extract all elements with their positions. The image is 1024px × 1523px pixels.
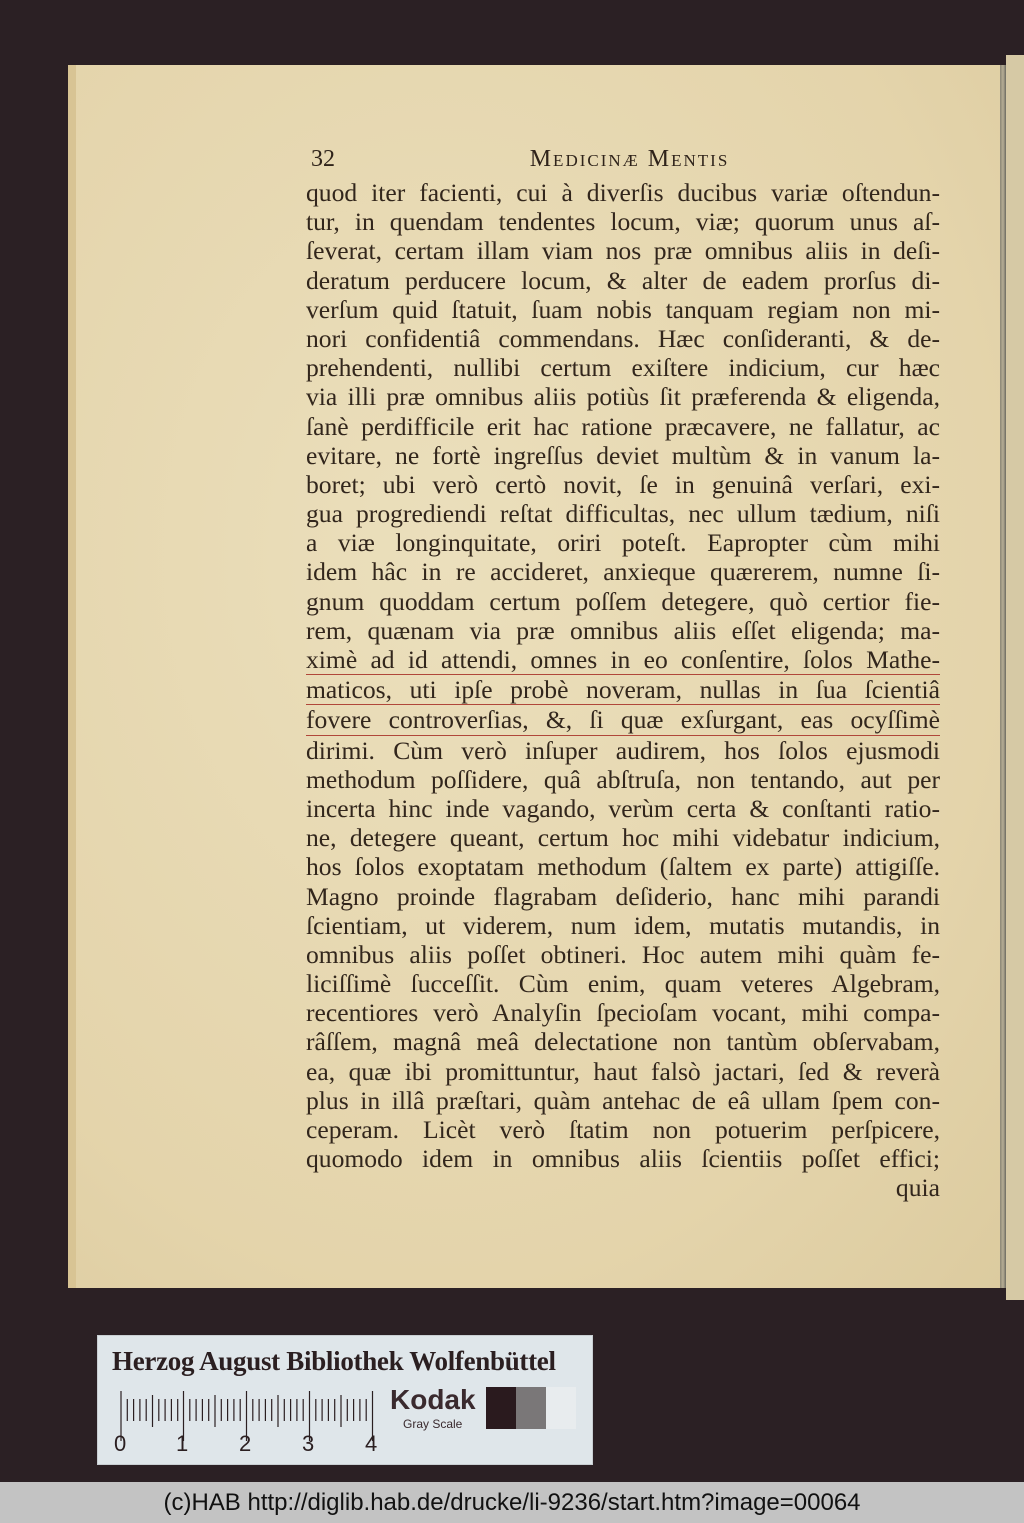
text-line-underlined: maticos, uti ipſe probè noveram, nullas in ſua ſcientiâ [306,675,940,705]
text-line: hos ſolos exoptatam methodum (ſaltem ex parte) attigiſſe. [306,852,940,882]
text-line: liciſſimè ſucceſſit. Cùm enim, quam veteres Algebram, [306,969,940,999]
text-line: gnum quoddam certum poſſem detegere, quò certior fie- [306,586,940,616]
adjacent-page-edge [1006,55,1024,1300]
catchword: quia [895,1173,940,1203]
kodak-logo: Kodak [390,1384,476,1415]
running-title: Medicinæ Mentis [529,146,730,172]
text-line: rem, quænam via præ omnibus aliis eſſet eligenda; ma- [306,615,940,645]
text-line: ſeverat, certam illam viam nos præ omnibus aliis in deſi- [306,236,940,266]
gray-scale-label: Gray Scale [403,1417,463,1431]
text-line: verſum quid ſtatuit, ſuam nobis tanquam regiam non mi- [306,294,940,324]
page-body-text [306,178,940,1203]
text-line: nori confidentiâ commendans. Hæc conſideranti, & de- [306,323,940,353]
text-line: tur, in quendam tendentes locum, viæ; quorum unus aſ- [306,207,940,237]
library-name: Herzog August Bibliothek Wolfenbüttel [112,1346,556,1376]
text-line: gua progrediendi reſtat difficultas, nec ullum tædium, niſi [306,499,940,529]
text-line-underlined: ximè ad id attendi, omnes in eo conſentire, ſolos Mathe- [306,645,940,674]
page-header [309,146,950,176]
text-line: prehendenti, nullibi certum exiſtere indicium, cur hæc [306,353,940,383]
swatch-white [546,1387,576,1429]
text-line: ceperam. Licèt verò ſtatim non potuerim perſpicere, [306,1115,940,1144]
text-line: boret; ubi verò certò novit, ſe in genuinâ verſari, exi- [306,469,940,499]
text-line: quomodo idem in omnibus aliis ſcientiis poſſet effici; [306,1144,940,1174]
text-line: evitare, ne fortè ingreſſus deviet multùm & in vanum la- [306,440,940,470]
text-line: ſcientiam, ut viderem, num idem, mutatis mutandis, in [306,910,940,940]
text-line: Magno proinde flagrabam deſiderio, hanc mihi parandi [306,881,940,911]
copyright-footer: (c)HAB http://diglib.hab.de/drucke/li-9236/start.htm?image=00064 [0,1482,1024,1523]
text-line: omnibus aliis poſſet obtineri. Hoc autem mihi quàm fe- [306,939,940,969]
text-line: methodum poſſidere, quâ abſtruſa, non tentando, aut per [306,764,940,794]
text-line: ne, detegere queant, certum hoc mihi videbatur indicium, [306,823,940,853]
library-color-card [97,1335,593,1465]
book-gutter [1000,65,1006,1288]
ruler-number: 0 [114,1431,127,1456]
text-line: ea, quæ ibi promittuntur, haut falsò jactari, ſed & reverà [306,1056,940,1086]
page-number: 32 [311,146,335,172]
text-line: râſſem, magnâ meâ delectatione non tantùm obſervabam, [306,1027,940,1057]
text-line: a viæ longinquitate, oriri poteſt. Eapropter cùm mihi [306,528,940,558]
text-line: dirimi. Cùm verò inſuper audirem, hos ſolos ejusmodi [306,735,940,765]
text-line: plus in illâ præſtari, quàm antehac de eâ ullam ſpem con- [306,1085,940,1115]
swatch-black [486,1387,516,1429]
text-line: incerta hinc inde vagando, verùm certa & conſtanti ratio- [306,793,940,823]
text-line: via illi præ omnibus aliis potiùs ſit præferenda & eligenda, [306,382,940,412]
ruler-number: 4 [365,1431,378,1456]
ruler-number: 2 [239,1431,252,1456]
text-line: recentiores verò Analyſin ſpecioſam vocant, mihi compa- [306,998,940,1028]
text-line: idem hâc in re accideret, anxieque quærerem, numne ſi- [306,557,940,587]
text-line: ſanè perdifficile erit hac ratione præcavere, ne fallatur, ac [306,411,940,441]
gray-scale-swatches [486,1387,576,1429]
text-line: deratum perducere locum, & alter de eadem prorſus di- [306,265,940,295]
text-line-underlined: fovere controverſias, &, ſi quæ exſurgant, eas ocyſſimè [306,705,940,735]
text-line: quod iter facienti, cui à diverſis ducibus variæ oſtendun- [306,178,940,207]
ruler-number: 3 [302,1431,315,1456]
ruler-number: 1 [176,1431,189,1456]
ruler-numbers [112,1431,382,1459]
swatch-gray [516,1387,546,1429]
